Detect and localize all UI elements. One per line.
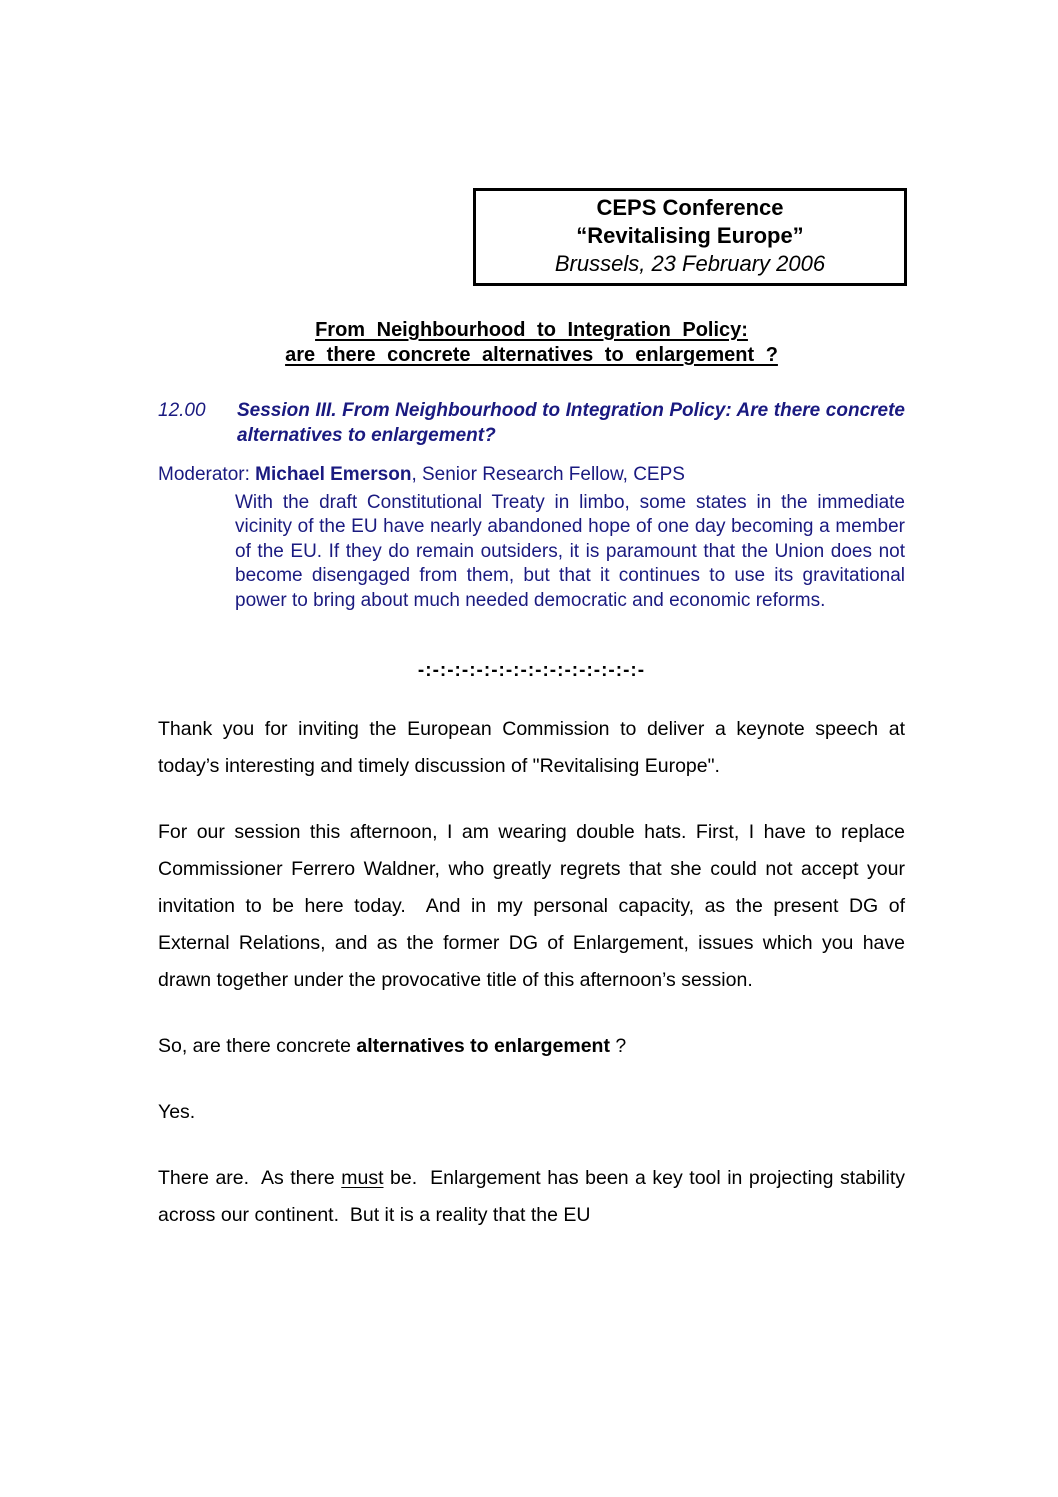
moderator-label: Moderator: — [158, 464, 256, 485]
paragraph-double-hats: For our session this afternoon, I am wearing double hats. First, I have to replace Commissioner Ferrero Waldner, who greatly regrets that she could not accept your invitation to be here today. And in my personal capacity, as the present DG of External Relations, and as the former DG of Enlargement, issues which you have drawn together under the provocative title of this afternoon’s session. — [158, 821, 911, 991]
moderator-line — [158, 463, 905, 488]
conference-header-box — [473, 188, 907, 286]
there-are-part1: There are. As there — [158, 1167, 342, 1189]
question-prefix: So, are there concrete — [158, 1035, 357, 1057]
paragraph-yes: Yes. — [158, 1101, 196, 1123]
question-emphasis: alternatives to enlargement — [356, 1035, 610, 1057]
paragraph-question — [158, 1028, 905, 1065]
question-suffix: ? — [609, 1035, 627, 1057]
conference-date-location: Brussels, 23 February 2006 — [554, 251, 826, 276]
session-title: Session III. From Neighbourhood to Integration Policy: Are there concrete alternatives to enlargement? — [237, 400, 905, 446]
document-body — [0, 318, 1058, 1234]
document-title-line-1: From Neighbourhood to Integration Policy: — [315, 319, 748, 341]
there-are-part2: be. Enlargement has been a key tool in projecting stability across our continent. But it is a reality that the EU — [158, 1167, 911, 1226]
paragraph-there-are — [158, 1160, 911, 1234]
conference-theme: “Revitalising Europe” — [576, 223, 804, 248]
session-description: With the draft Constitutional Treaty in limbo, some states in the immediate vicinity of the EU have nearly abandoned hope of one day becoming a member of the EU. If they do remain outsiders, it is paramount that the Union does not become disengaged from them, but that it continues to use its gravitational power to bring about much needed democratic and economic reforms. — [235, 491, 905, 611]
moderator-affiliation: , Senior Research Fellow, CEPS — [411, 464, 685, 485]
section-divider: -:-:-:-:-:-:-:-:-:-:-:-:-:-:-:- — [417, 660, 646, 681]
there-are-must: must — [341, 1167, 384, 1189]
session-block — [158, 399, 905, 448]
moderator-name: Michael Emerson — [255, 464, 412, 485]
paragraph-thanks: Thank you for inviting the European Commission to deliver a keynote speech at today’s interesting and timely discussion of "Revitalising Europe". — [158, 718, 911, 777]
document-title — [158, 318, 905, 368]
conference-name: CEPS Conference — [596, 195, 784, 220]
session-time: 12.00 — [158, 400, 206, 421]
document-title-line-2: are there concrete alternatives to enlargement ? — [285, 344, 778, 366]
